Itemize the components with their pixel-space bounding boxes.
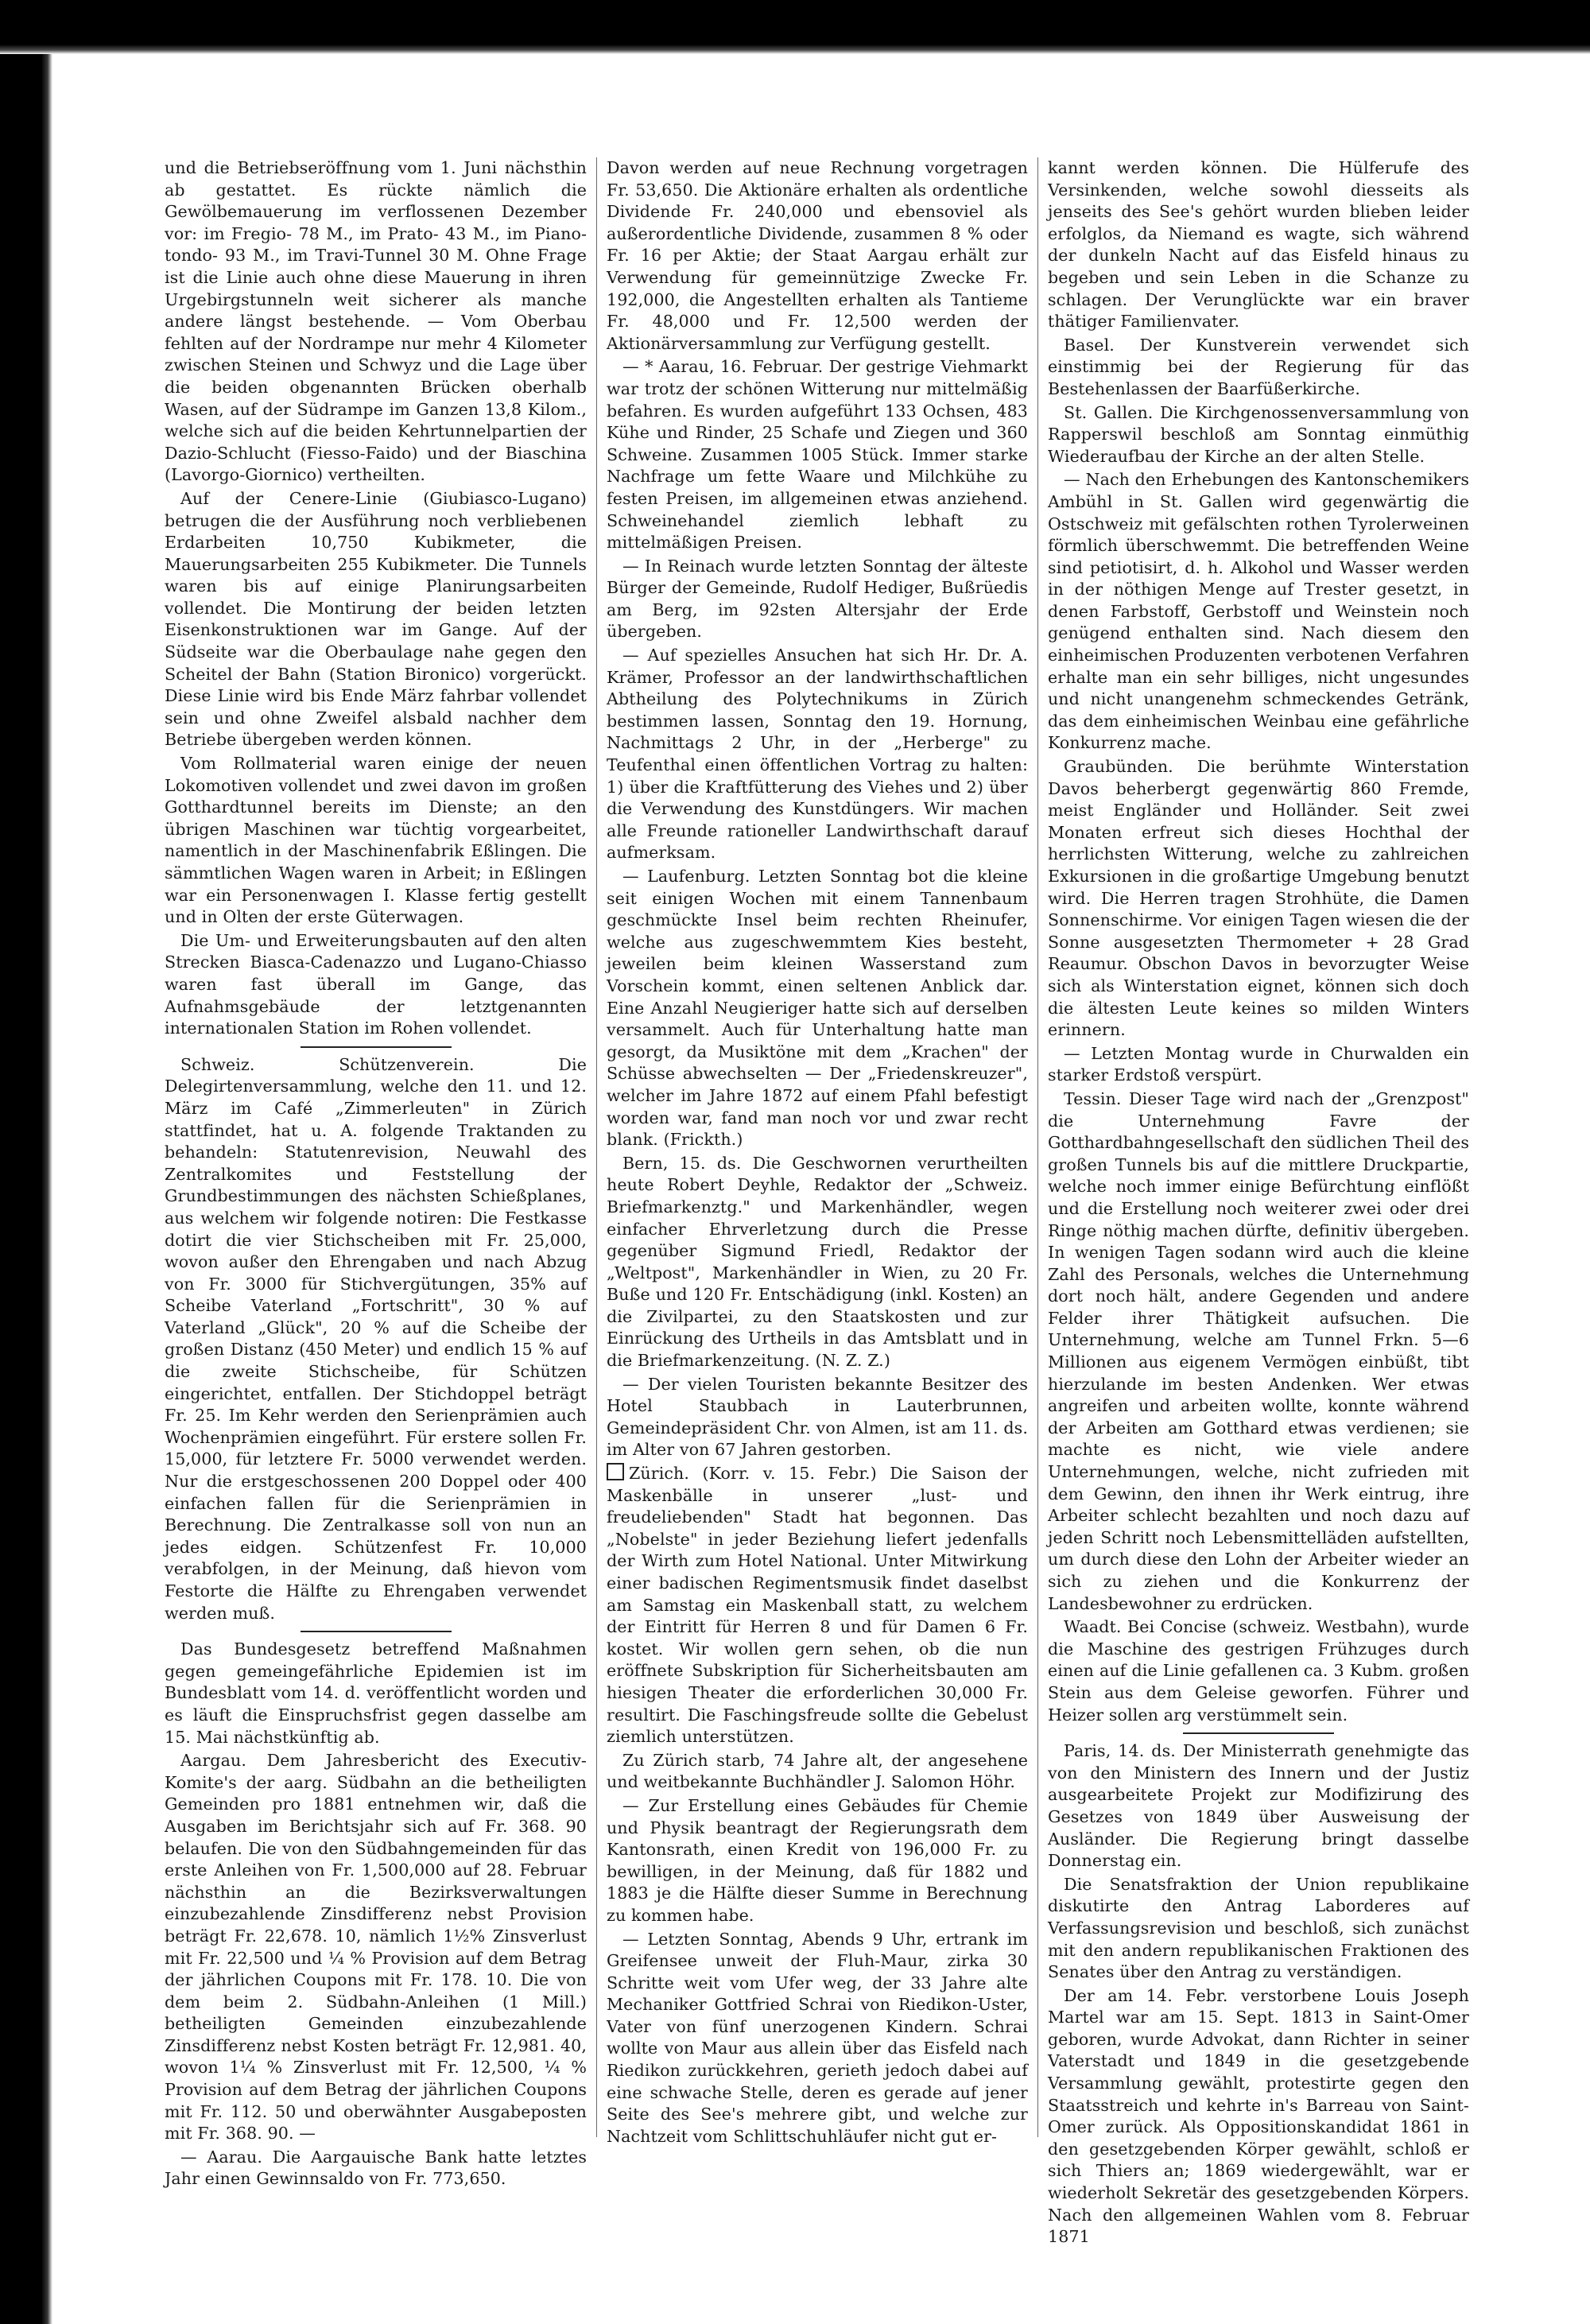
article-paragraph: und die Betriebseröffnung vom 1. Juni nächsthin ab gestattet. Es rückte nämlich die Gewölbemauerung im verflossenen Dezember vor: im Fregio- 78 M., im Prato- 43 M., im Piano-tondo- 93 M., im Travi-Tunnel 30 M. Ohne Frage ist die Linie auch ohne diese Mauerung in ihren Urgebirgstunneln weit sicherer als manche andere längst bestehende. — Vom Oberbau fehlten auf der Nordrampe nur mehr 4 Kilometer zwischen Steinen und Schwyz und die Lage über die beiden obgenannten Brücken oberhalb Wasen, auf der Südrampe im Ganzen 13,8 Kilom., welche sich auf die beiden Kehrtunnelpartien der Dazio-Schlucht (Fiesso-Faido) und der Biaschina (Lavorgo-Giornico) vertheilten. [165, 158, 587, 485]
article-paragraph: Das Bundesgesetz betreffend Maßnahmen gegen gemeingefährliche Epidemien ist im Bundesblatt vom 14. d. veröffentlicht worden und es läuft die Einspruchsfrist gegen dasselbe am 15. Mai nächstkünftig ab. [165, 1639, 587, 1747]
article-paragraph: — Nach den Erhebungen des Kantonschemikers Ambühl in St. Gallen wird gegenwärtig die Ostschweiz mit gefälschten rothen Tyrolerweinen förmlich überschwemmt. Die betreffenden Weine sind petiotisirt, d. h. Alkohol und Wasser werden in der nöthigen Menge auf Trester gesetzt, in denen Farbstoff, Gerbstoff und Weinstein noch genügend enthalten sind. Nach diesem den einheimischen Produzenten verbotenen Verfahren erhalte man ein sehr billiges, nicht ungesundes und nicht unangenehm schmeckendes Getränk, das dem einheimischen Weinbau eine gefährliche Konkurrenz mache. [1048, 470, 1469, 753]
article-paragraph: Die Um- und Erweiterungsbauten auf den alten Strecken Biasca-Cadenazzo und Lugano-Chiasso waren fast überall im Gange, das Aufnahmsgebäude der letztgenannten internationalen Station im Rohen vollendet. [165, 930, 587, 1038]
article-paragraph: Graubünden. Die berühmte Winterstation Davos beherbergt gegenwärtig 860 Fremde, meist Engländer und Holländer. Seit zwei Monaten erfreut sich dieses Hochthal der herrlichsten Witterung, welche zu zahlreichen Exkursionen in die großartige Umgebung benutzt wird. Die Herren tragen Strohhüte, die Damen Sonnenschirme. Vor einigen Tagen wiesen die der Sonne ausgesetzten Thermometer + 28 Grad Reaumur. Obschon Davos in bevorzugter Weise sich als Winterstation eignet, können sich doch die ältesten Leute keines so milden Winters erinnern. [1048, 757, 1469, 1040]
column-1 [155, 157, 596, 2189]
section-divider [301, 1631, 452, 1632]
article-paragraph: — * Aarau, 16. Februar. Der gestrige Viehmarkt war trotz der schönen Witterung nur mittelmäßig befahren. Es wurden aufgeführt 133 Ochsen, 483 Kühe und Rinder, 25 Schafe und Ziegen und 360 Schweine. Zusammen 1005 Stück. Immer starke Nachfrage um fette Waare und Milchkühe zu festen Preisen, im allgemeinen etwas anziehend. Schweinehandel ziemlich lebhaft zu mittelmäßigen Preisen. [607, 357, 1028, 553]
article-paragraph: — Zur Erstellung eines Gebäudes für Chemie und Physik beantragt der Regierungsrath dem Kantonsrath, einen Kredit von 196,000 Fr. zu bewilligen, in der Meinung, daß für 1882 und 1883 je die Hälfte dieser Summe in Berechnung zu kommen habe. [607, 1795, 1028, 1925]
article-text: Zürich. (Korr. v. 15. Febr.) Die Saison der Maskenbälle in unserer „lust- und freudeliebenden" Stadt hat begonnen. Das „Nobelste" in jeder Beziehung liefert jedenfalls der Wirth zum Hotel National. Unter Mitwirkung einer badischen Regimentsmusik findet daselbst am Samstag ein Maskenball statt, zu welchem der Eintritt für Herren 8 und für Damen 6 Fr. kostet. Wir wollen gern sehen, ob die nun eröffnete Subskription für Sicherheitsbauten am hiesigen Theater die erforderlichen 30,000 Fr. resultirt. Die Faschingsfreude sollte die Gebelust ziemlich unterstützen. [607, 1464, 1028, 1747]
article-paragraph: Basel. Der Kunstverein verwendet sich einstimmig bei der Regierung für das Bestehenlassen der Baarfüßerkirche. [1048, 335, 1469, 398]
article-paragraph: Vom Rollmaterial waren einige der neuen Lokomotiven vollendet und zwei davon im großen Gotthardtunnel bereits im Dienste; an den übrigen Maschinen war tüchtig vorgearbeitet, namentlich in der Maschinenfabrik Eßlingen. Die sämmtlichen Wagen waren in Arbeit; in Eßlingen war ein Personenwagen I. Klasse fertig gestellt und in Olten der erste Güterwagen. [165, 754, 587, 927]
article-paragraph: Zu Zürich starb, 74 Jahre alt, der angesehene und weitbekannte Buchhändler J. Salomon Höhr. [607, 1750, 1028, 1792]
article-paragraph: — Der vielen Touristen bekannte Besitzer des Hotel Staubbach in Lauterbrunnen, Gemeindepräsident Chr. von Almen, ist am 11. ds. im Alter von 67 Jahren gestorben. [607, 1374, 1028, 1460]
article-paragraph: kannt werden können. Die Hülferufe des Versinkenden, welche sowohl diesseits als jenseits des See's gehört wurden blieben leider erfolglos, da Niemand es wagte, sich während der dunkeln Nacht auf das Eisfeld hinaus zu begeben und sein Leben in die Schanze zu schlagen. Der Verunglückte war ein braver thätiger Familienvater. [1048, 158, 1469, 332]
scan-border-top [0, 0, 1590, 54]
scan-border-left [0, 0, 52, 2324]
article-paragraph: Aargau. Dem Jahresbericht des Executiv-Komite's der aarg. Südbahn an die betheiligten Gemeinden pro 1881 entnehmen wir, daß die Ausgaben im Berichtsjahr sich auf Fr. 368. 90 belaufen. Die von den Südbahngemeinden für das erste Anleihen von Fr. 1,500,000 auf 28. Februar nächsthin an die Bezirksverwaltungen einzubezahlende Zinsdifferenz nebst Provision beträgt Fr. 22,678. 10, nämlich 1½% Zinsverlust mit Fr. 22,500 und ¼ % Provision auf dem Betrag der jährlichen Coupons mit Fr. 178. 10. Die von dem beim 2. Südbahn-Anleihen (1 Mill.) betheiligten Gemeinden einzubezahlende Zinsdifferenz nebst Kosten beträgt Fr. 12,981. 40, wovon 1¼ % Zinsverlust mit Fr. 12,500, ¼ % Provision auf dem Betrag der jährlichen Coupons mit Fr. 112. 50 und oberwähnter Ausgabeposten mit Fr. 368. 90. — [165, 1751, 587, 2144]
article-paragraph: Waadt. Bei Concise (schweiz. Westbahn), wurde die Maschine des gestrigen Frühzuges durch einen auf die Linie gefallenen ca. 3 Kubm. großen Stein aus dem Geleise geworfen. Führer und Heizer sollen arg verstümmelt sein. [1048, 1617, 1469, 1725]
article-paragraph: — Letzten Montag wurde in Churwalden ein starker Erdstoß verspürt. [1048, 1043, 1469, 1085]
article-paragraph: Bern, 15. ds. Die Geschwornen verurtheilten heute Robert Deyhle, Redaktor der „Schweiz. Briefmarkenztg." und Markenhändler, wegen einfacher Ehrverletzung durch die Presse gegenüber Sigmund Friedl, Redaktor der „Weltpost", Markenhändler in Wien, zu 20 Fr. Buße und 120 Fr. Entschädigung (inkl. Kosten) an die Zivilpartei, zu den Staatskosten und zur Einrückung des Urtheils in das Amtsblatt und in die Briefmarkenzeitung. (N. Z. Z.) [607, 1153, 1028, 1371]
article-paragraph: — Letzten Sonntag, Abends 9 Uhr, ertrank im Greifensee unweit der Fluh-Maur, zirka 30 Schritte weit vom Ufer weg, der 33 Jahre alte Mechaniker Gottfried Schrai von Riedikon-Uster, Vater von fünf unerzogenen Kindern. Schrai wollte von Maur aus allein über das Eisfeld nach Riedikon zurückkehren, gerieth jedoch dabei auf eine schwache Stelle, deren es gerade auf jener Seite des See's mehrere gibt, und welche zur Nachtzeit vom Schlittschuhläufer nicht gut er- [607, 1929, 1028, 2146]
article-paragraph: — Auf spezielles Ansuchen hat sich Hr. Dr. A. Krämer, Professor an der landwirthschaftlichen Abtheilung des Polytechnikums in Zürich bestimmen lassen, Sonntag den 19. Hornung, Nachmittags 2 Uhr, in der „Herberge" zu Teufenthal einen öffentlichen Vortrag zu halten: 1) über die Kraftfütterung des Viehes und 2) über die Verwendung des Kunstdüngers. Wir machen alle Freunde rationeller Landwirthschaft darauf aufmerksam. [607, 646, 1028, 863]
article-paragraph: Auf der Cenere-Linie (Giubiasco-Lugano) betrugen die der Ausführung noch verbliebenen Erdarbeiten 10,750 Kubikmeter, die Mauerungsarbeiten 255 Kubikmeter. Die Tunnels waren bis auf einige Planirungsarbeiten vollendet. Die Montirung der beiden letzten Eisenkonstruktionen war im Gange. Auf der Südseite war die Oberbaulage nahe gegen den Scheitel der Bahn (Station Bironico) vorgerückt. Diese Linie wird bis Ende März fahrbar vollendet sein und ohne Zweifel alsbald nachher dem Betriebe übergeben werden können. [165, 488, 587, 750]
article-paragraph: Der am 14. Febr. verstorbene Louis Joseph Martel war am 15. Sept. 1813 in Saint-Omer geboren, wurde Advokat, dann Richter in seiner Vaterstadt und 1849 in die gesetzgebende Versammlung gewählt, protestirte gegen den Staatsstreich und kehrte in's Barreau von Saint-Omer zurück. Als Oppositionskandidat 1861 in den gesetzgebenden Körper gewählt, schloß er sich Thiers an; 1869 wiedergewählt, war er wiederholt Sekretär des gesetzgebenden Körpers. Nach den allgemeinen Wahlen vom 8. Februar 1871 [1048, 1985, 1469, 2247]
section-divider [1183, 1732, 1334, 1734]
section-divider [301, 1046, 452, 1048]
article-paragraph: Schweiz. Schützenverein. Die Delegirtenversammlung, welche den 11. und 12. März im Café „Zimmerleuten" in Zürich stattfindet, hat u. A. folgende Traktanden zu behandeln: Statutenrevision, Neuwahl des Zentralkomites und Feststellung der Grundbestimmungen des nächsten Schießplanes, aus welchem wir folgende notiren: Die Festkasse dotirt die vier Stichscheiben mit Fr. 25,000, wovon außer den Ehrengaben und nach Abzug von Fr. 3000 für Stichvergütungen, 35% auf Scheibe Vaterland „Fortschritt", 30 % auf Vaterland „Glück", 20 % auf die Scheibe der großen Distanz (450 Meter) und endlich 15 % auf die zweite Stichscheibe, für Schützen eingerichtet, entfallen. Der Stichdoppel beträgt Fr. 25. Im Kehr werden den Serienprämien auch Wochenprämien eingeführt. Für erstere sollen Fr. 15,000, für letztere Fr. 5000 verwendet werden. Nur die erstgeschossenen 200 Doppel oder 400 einfachen fallen für die Serienprämien in Berechnung. Die Zentralkasse soll von nun an jedes eidgen. Schützenfest Fr. 10,000 verabfolgen, in der Meinung, daß hievon vom Festorte die Hälfte zu Ehrengaben verwendet werden muß. [165, 1054, 587, 1623]
article-paragraph: Paris, 14. ds. Der Ministerrath genehmigte das von den Ministern des Innern und der Justiz ausgearbeitete Projekt zur Modifizirung des Gesetzes von 1849 über Ausweisung der Ausländer. Die Regierung bringt dasselbe Donnerstag ein. [1048, 1741, 1469, 1871]
column-2 [596, 157, 1037, 2146]
article-paragraph [607, 1463, 1028, 1748]
article-paragraph: Die Senatsfraktion der Union republikaine diskutirte den Antrag Laborderes auf Verfassungsrevision und beschloß, sich zunächst mit den andern republikanischen Fraktionen des Senates über den Antrag zu verständigen. [1048, 1874, 1469, 1982]
article-paragraph: St. Gallen. Die Kirchgenossenversammlung von Rapperswil beschloß am Sonntag einmüthig Wiederaufbau der Kirche an der alten Stelle. [1048, 402, 1469, 466]
article-paragraph: — Aarau. Die Aargauische Bank hatte letztes Jahr einen Gewinnsaldo von Fr. 773,650. [165, 2147, 587, 2189]
column-3 [1037, 157, 1479, 2247]
article-paragraph: Tessin. Dieser Tage wird nach der „Grenzpost" die Unternehmung Favre der Gotthardbahngesellschaft den südlichen Theil des großen Tunnels bis auf die mittlere Druckpartie, welche noch immer einige Befürchtung einflößt und die Erstellung noch weiterer zwei oder drei Ringe nöthig machen dürfte, definitiv übergeben. In wenigen Tagen sodann wird auch die kleine Zahl des Personals, welches die Unternehmung dort noch hält, andere Gegenden und andere Felder ihrer Thätigkeit aufsuchen. Die Unternehmung, welche am Tunnel Frkn. 5—6 Millionen aus eigenem Vermögen einbüßt, tibt hierzulande im besten Andenken. Wer etwas angreifen und arbeiten wollte, konnte während der Arbeiten am Gotthard etwas verdienen; sie machte es nicht, wie viele andere Unternehmungen, welche, nicht zufrieden mit dem Gewinn, den ihnen ihr Werk eintrug, ihre Arbeiter schlecht bezahlten und noch dazu auf jeden Schritt noch Lebensmittelläden aufstellten, um durch diese den Lohn der Arbeiter wieder an sich zu ziehen und die Konkurrenz der Landesbewohner zu erdrücken. [1048, 1088, 1469, 1613]
box-marker-icon [607, 1463, 624, 1480]
article-paragraph: — In Reinach wurde letzten Sonntag der älteste Bürger der Gemeinde, Rudolf Hediger, Bußrüedis am Berg, im 92sten Altersjahr der Erde übergeben. [607, 556, 1028, 642]
article-paragraph: Davon werden auf neue Rechnung vorgetragen Fr. 53,650. Die Aktionäre erhalten als ordentliche Dividende Fr. 240,000 und ebensoviel als außerordentliche Dividende, zusammen 8 % oder Fr. 16 per Aktie; der Staat Aargau erhält zur Verwendung für gemeinnützige Zwecke Fr. 192,000, die Angestellten erhalten als Tantieme Fr. 48,000 und Fr. 12,500 werden der Aktionärversammlung zur Verfügung gestellt. [607, 158, 1028, 353]
newspaper-page [155, 157, 1487, 2247]
article-paragraph: — Laufenburg. Letzten Sonntag bot die kleine seit einigen Wochen mit einem Tannenbaum geschmückte Insel beim rechten Rheinufer, welche aus zugeschwemmtem Kies besteht, jeweilen beim kleinen Wasserstand zum Vorschein kommt, einen seltenen Anblick dar. Eine Anzahl Neugieriger hatte sich auf derselben versammelt. Auch für Unterhaltung hatte man gesorgt, da Musiktöne mit dem „Krachen" der Schüsse abwechselten — Der „Friedenskreuzer", welcher im Jahre 1872 auf einem Pfahl befestigt worden war, fand man noch vor und zwar recht blank. (Frickth.) [607, 867, 1028, 1150]
